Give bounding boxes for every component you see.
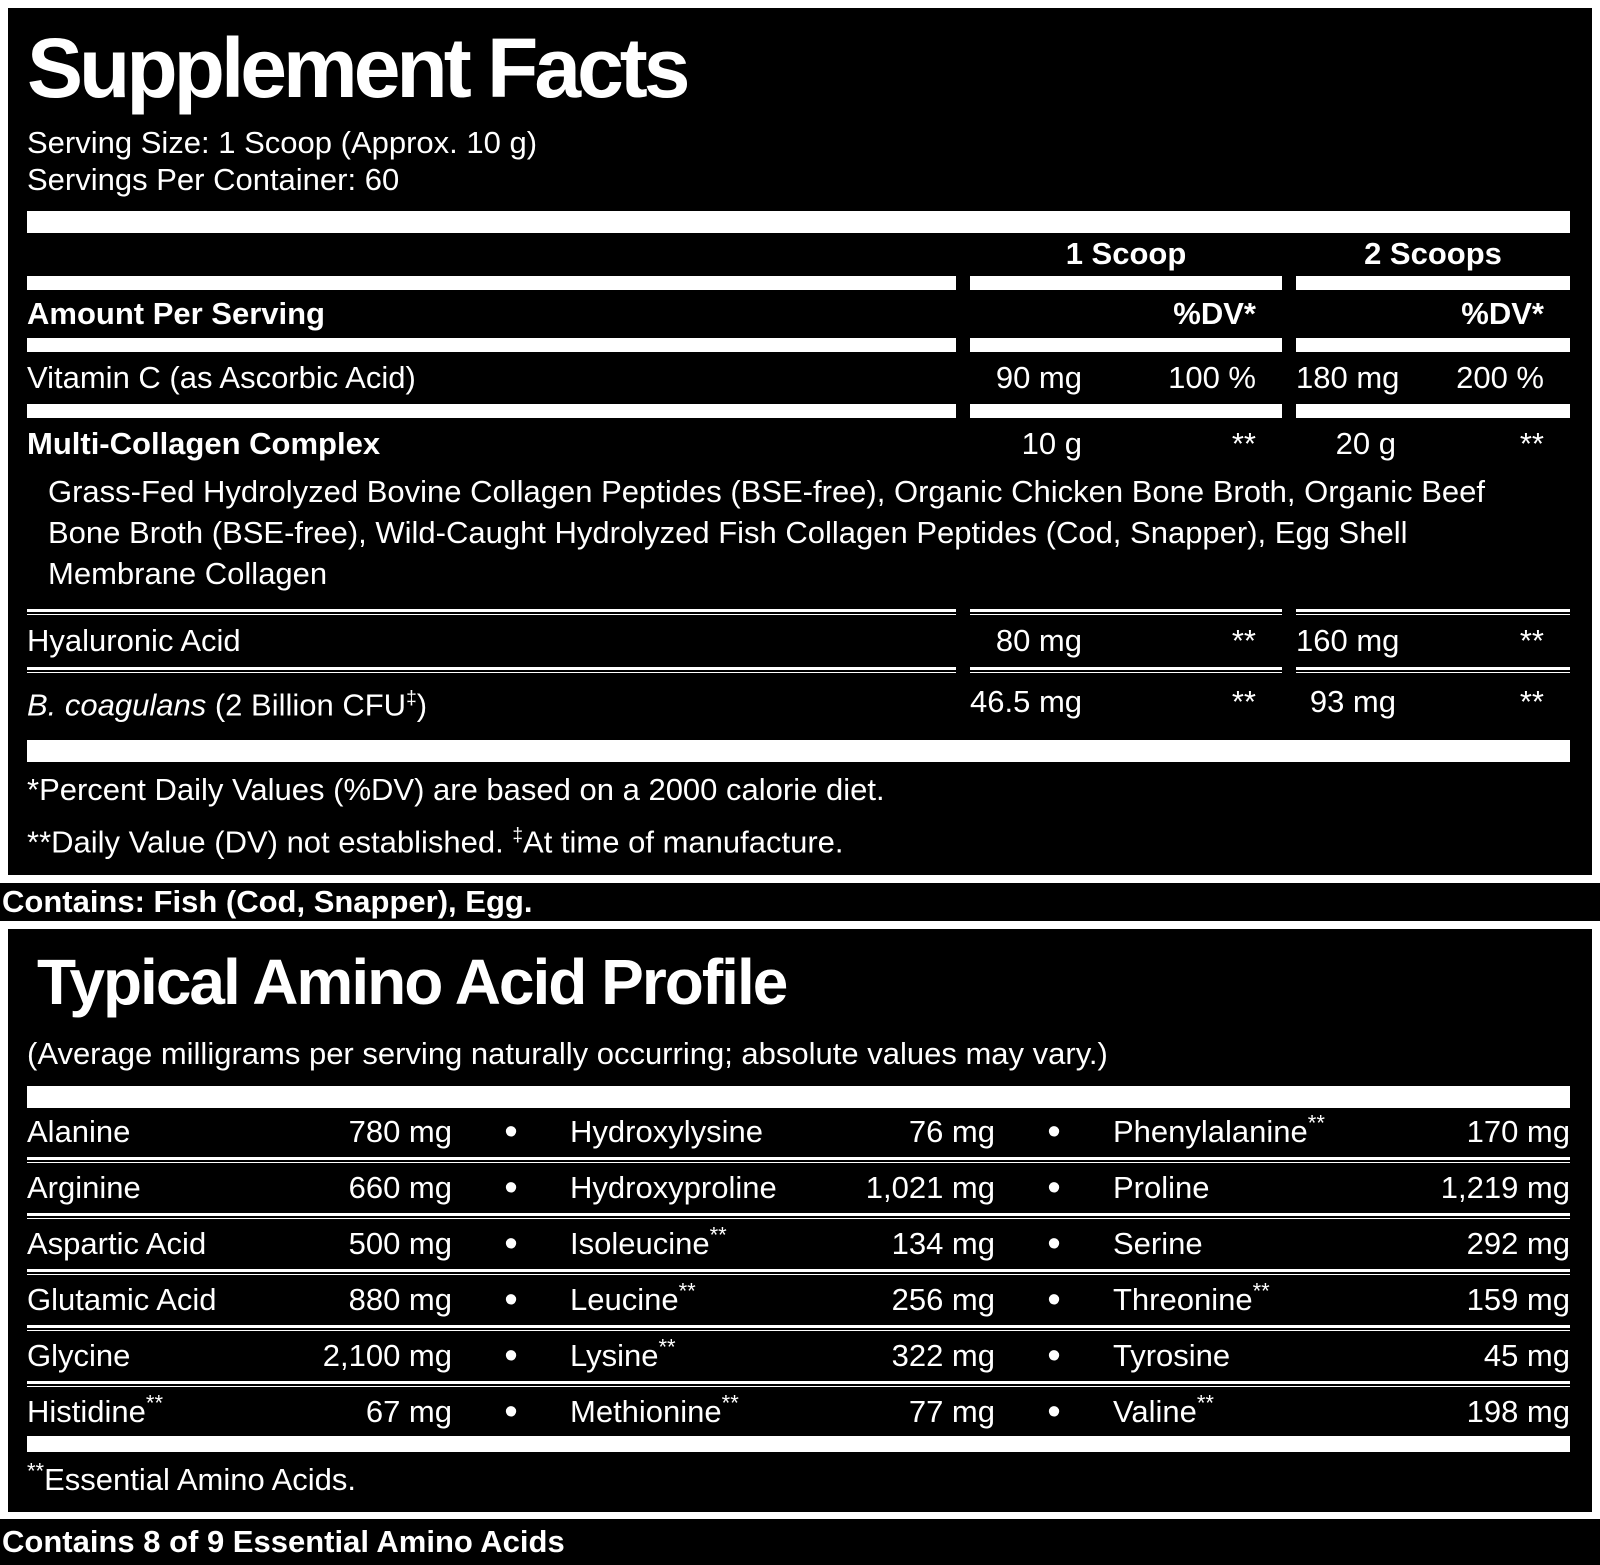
nutrient-row-b-coagulans [27, 676, 1570, 728]
separator-line [27, 667, 956, 673]
row-separator [27, 1381, 1570, 1387]
bullet-separator: • [1047, 1390, 1061, 1433]
amino-value: 500 mg [348, 1225, 452, 1261]
amino-name-text: Arginine [27, 1169, 141, 1205]
dagger-mark: ‡ [512, 825, 524, 847]
bullet-separator: • [504, 1390, 518, 1433]
bullet-separator: • [504, 1166, 518, 1209]
amino-value: 1,021 mg [865, 1169, 995, 1205]
serving-size-text: Serving Size: 1 Scoop (Approx. 10 g) [27, 125, 538, 160]
supplement-facts-title: Supplement Facts [27, 21, 687, 115]
amount-per-serving-row [27, 293, 1570, 335]
divider-bar [1296, 338, 1570, 352]
nutrient-row-multi-collagen [27, 421, 1570, 467]
amino-name [1113, 1278, 1420, 1318]
footnote-percent-dv: *Percent Daily Values (%DV) are based on a 2000 calorie diet. [27, 772, 885, 808]
amount-2scoops: 20 g [1335, 426, 1396, 461]
amino-name-text: Glycine [27, 1337, 131, 1373]
essential-strip [0, 1519, 1600, 1565]
amino-name-text: Methionine [570, 1393, 722, 1429]
scoop1-cell [970, 679, 1282, 725]
footnote-dv-not-established [27, 817, 1570, 860]
dv-2scoops: ** [1519, 684, 1544, 720]
scoop2-cell [1296, 618, 1570, 664]
essential-mark: ** [1307, 1110, 1325, 1136]
divider-row [27, 338, 1570, 352]
dv-2scoops: 200 % [1456, 360, 1544, 395]
amino-name [1113, 1226, 1420, 1262]
amount-2scoops: 160 mg [1296, 623, 1400, 658]
amino-name-text: Glutamic Acid [27, 1281, 217, 1317]
amino-name [570, 1170, 845, 1206]
separator-line [1296, 667, 1570, 673]
amino-value: 134 mg [891, 1225, 995, 1261]
allergen-strip [0, 883, 1600, 921]
allergen-text: Contains: Fish (Cod, Snapper), Egg. [2, 883, 533, 919]
bullet-separator: • [504, 1334, 518, 1377]
footnote-text: **Daily Value (DV) not established. [27, 824, 513, 860]
amino-profile-title: Typical Amino Acid Profile [37, 945, 787, 1018]
nutrient-row-vitamin-c [27, 355, 1570, 401]
amino-value: 67 mg [365, 1393, 452, 1429]
essential-mark: ** [658, 1334, 676, 1360]
divider-bar [27, 338, 956, 352]
separator-line [970, 667, 1282, 673]
essential-mark: ** [1196, 1390, 1214, 1416]
dagger-mark: ‡ [406, 688, 417, 709]
dv-1scoop: ** [1231, 623, 1256, 658]
divider-bar [27, 276, 956, 290]
amino-name-text: Lysine [570, 1337, 659, 1373]
scoop-header-row [27, 235, 1570, 273]
dv-header-2scoops: %DV* [1461, 296, 1544, 331]
divider-bar [970, 404, 1282, 418]
species-name: B. coagulans [27, 687, 207, 723]
scoop1-cell [970, 618, 1282, 664]
dv-2scoops: ** [1519, 623, 1544, 658]
amino-name [27, 1282, 302, 1318]
amino-value: 45 mg [1483, 1337, 1570, 1373]
separator-line [27, 609, 956, 615]
amino-value: 880 mg [348, 1281, 452, 1317]
amino-value: 660 mg [348, 1169, 452, 1205]
scoop2-cell [1296, 421, 1570, 467]
bullet-separator: • [1047, 1166, 1061, 1209]
essential-mark: ** [709, 1222, 727, 1248]
dv-1scoop: ** [1231, 426, 1256, 461]
amino-name [27, 1390, 302, 1430]
amino-name [570, 1278, 845, 1318]
amino-value: 170 mg [1466, 1113, 1570, 1149]
amino-value: 292 mg [1466, 1225, 1570, 1261]
essential-amino-footnote [27, 1460, 1570, 1500]
separator-line [970, 609, 1282, 615]
bullet-separator: • [1047, 1334, 1061, 1377]
supplement-label [0, 8, 1600, 1565]
divider-bar [27, 211, 1570, 233]
amino-value: 76 mg [908, 1113, 995, 1149]
amino-name-text: Valine [1113, 1393, 1197, 1429]
amino-acid-row [27, 1164, 1570, 1212]
nutrient-name-detail: (2 Billion CFU [206, 687, 407, 723]
scoop2-cell [1296, 679, 1570, 725]
essential-mark: ** [721, 1390, 739, 1416]
amino-name [570, 1390, 845, 1430]
nutrient-name [27, 676, 956, 728]
amino-name [27, 1226, 302, 1262]
divider-bar [1296, 276, 1570, 290]
divider-bar [970, 276, 1282, 290]
amino-acid-row [27, 1220, 1570, 1268]
row-separator [27, 1269, 1570, 1275]
amount-per-serving-label: Amount Per Serving [27, 296, 325, 331]
nutrient-name: Hyaluronic Acid [27, 623, 241, 658]
divider-bar [1296, 404, 1570, 418]
amount-1scoop: 80 mg [995, 623, 1082, 658]
bullet-separator: • [504, 1278, 518, 1321]
collagen-ingredients-list: Grass-Fed Hydrolyzed Bovine Collagen Peptides (BSE-free), Organic Chicken Bone Broth, Organic Beef Bone Broth (BSE-free), Wild-Caught Hydrolyzed Fish Collagen Peptides (Cod, Snapper), Egg Shell Membrane Collagen [48, 474, 1486, 591]
divider-row [27, 404, 1570, 418]
bullet-separator: • [504, 1110, 518, 1153]
divider-bar [27, 404, 956, 418]
col-header-1-scoop: 1 Scoop [1065, 236, 1187, 271]
essential-mark: ** [145, 1390, 164, 1416]
nutrient-name-close: ) [416, 687, 428, 723]
amino-value: 256 mg [891, 1281, 995, 1317]
bullet-separator: • [504, 1222, 518, 1265]
amount-1scoop: 90 mg [995, 360, 1082, 395]
nutrient-name: Vitamin C (as Ascorbic Acid) [27, 360, 416, 395]
essential-mark: ** [1252, 1278, 1270, 1304]
divider-bar [27, 740, 1570, 762]
amino-name-text: Histidine [27, 1393, 146, 1429]
amino-name [1113, 1110, 1420, 1150]
scoop1-cell [970, 355, 1282, 401]
divider-bar [27, 1436, 1570, 1452]
row-separator [27, 1157, 1570, 1163]
amino-value: 198 mg [1466, 1393, 1570, 1429]
amino-value: 1,219 mg [1440, 1169, 1570, 1205]
amount-1scoop: 46.5 mg [970, 684, 1083, 720]
amino-name [570, 1222, 845, 1262]
amino-name-text: Isoleucine [570, 1225, 710, 1261]
amino-acid-panel [8, 929, 1592, 1512]
scoop2-cell [1296, 355, 1570, 401]
amino-acid-row [27, 1388, 1570, 1436]
bullet-separator: • [1047, 1222, 1061, 1265]
essential-mark: ** [678, 1278, 696, 1304]
supplement-facts-panel [8, 8, 1592, 875]
col-header-2-scoops: 2 Scoops [1364, 236, 1502, 271]
amino-name [1113, 1390, 1420, 1430]
amount-2scoops: 180 mg [1296, 360, 1400, 395]
amount-1scoop: 10 g [1021, 426, 1082, 461]
amino-value: 780 mg [348, 1113, 452, 1149]
amino-name [1113, 1170, 1420, 1206]
amino-name [27, 1338, 302, 1374]
amino-name [27, 1170, 302, 1206]
servings-per-container-text: Servings Per Container: 60 [27, 162, 400, 197]
amino-name-text: Threonine [1113, 1281, 1253, 1317]
separator-row [27, 609, 1570, 615]
amino-value: 2,100 mg [322, 1337, 452, 1373]
dv-1scoop: 100 % [1168, 360, 1256, 395]
dv-header-1scoop: %DV* [1173, 296, 1256, 331]
amino-acid-row [27, 1332, 1570, 1380]
row-separator [27, 1325, 1570, 1331]
footnote-text: Essential Amino Acids. [44, 1461, 357, 1497]
amino-acid-row [27, 1108, 1570, 1156]
amino-name-text: Hydroxylysine [570, 1113, 763, 1149]
amino-name [1113, 1338, 1420, 1374]
amino-name-text: Tyrosine [1113, 1337, 1231, 1373]
amino-name-text: Phenylalanine [1113, 1113, 1308, 1149]
nutrient-name: Multi-Collagen Complex [27, 426, 381, 461]
dv-2scoops: ** [1519, 426, 1544, 461]
nutrient-row-hyaluronic-acid [27, 618, 1570, 664]
separator-line [1296, 609, 1570, 615]
amino-name-text: Alanine [27, 1113, 131, 1149]
amino-name-text: Aspartic Acid [27, 1225, 207, 1261]
amino-name-text: Proline [1113, 1169, 1210, 1205]
amino-name [27, 1114, 302, 1150]
amino-acid-table [27, 1108, 1570, 1436]
essential-mark: ** [27, 1458, 45, 1484]
amino-value: 322 mg [891, 1337, 995, 1373]
amino-profile-subtitle: (Average milligrams per serving naturally occurring; absolute values may vary.) [27, 1035, 1108, 1071]
amino-name-text: Leucine [570, 1281, 679, 1317]
amino-name [570, 1114, 845, 1150]
dv-1scoop: ** [1231, 684, 1256, 720]
divider-bar [27, 1086, 1570, 1108]
amino-name-text: Serine [1113, 1225, 1203, 1261]
bullet-separator: • [1047, 1110, 1061, 1153]
amino-value: 159 mg [1466, 1281, 1570, 1317]
amino-acid-row [27, 1276, 1570, 1324]
amount-2scoops: 93 mg [1309, 684, 1396, 720]
divider-row [27, 276, 1570, 290]
scoop1-cell [970, 421, 1282, 467]
row-separator [27, 1213, 1570, 1219]
amino-name [570, 1334, 845, 1374]
amino-value: 77 mg [908, 1393, 995, 1429]
divider-bar [970, 338, 1282, 352]
separator-row [27, 667, 1570, 673]
essential-text: Contains 8 of 9 Essential Amino Acids [2, 1523, 565, 1559]
footnote-text: At time of manufacture. [523, 824, 844, 860]
amino-name-text: Hydroxyproline [570, 1169, 777, 1205]
bullet-separator: • [1047, 1278, 1061, 1321]
